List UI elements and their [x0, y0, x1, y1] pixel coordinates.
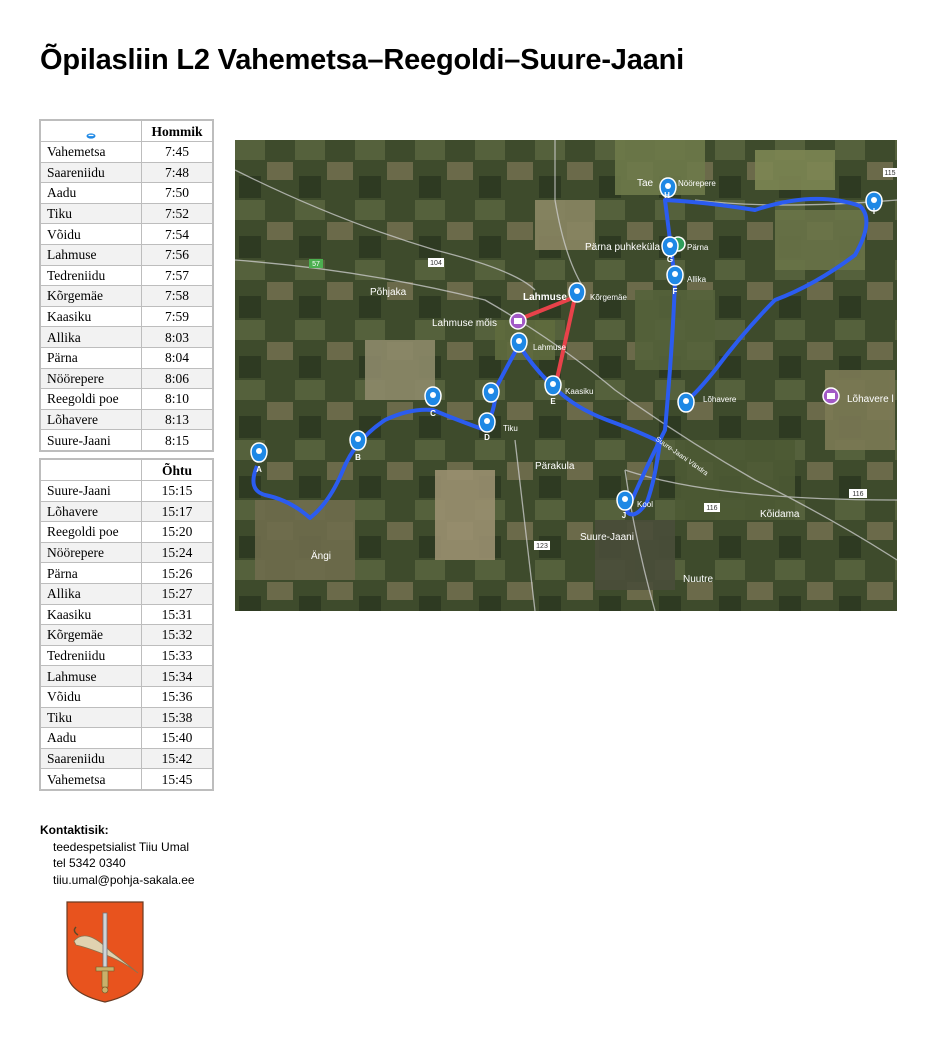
morning-header: Hommik [142, 120, 214, 142]
contact-heading: Kontaktisik: [40, 823, 109, 837]
stop-pin-korgemae[interactable] [569, 283, 585, 302]
table-row [40, 481, 213, 502]
contact-name: teedespetsialist Tiiu Umal [53, 839, 190, 854]
table-row [40, 142, 213, 163]
departure-time: 7:54 [142, 224, 214, 245]
coat-of-arms-logo [66, 901, 144, 1003]
marker-j-pin[interactable] [617, 491, 633, 510]
marker-b: B [355, 453, 361, 462]
marker-g-pin[interactable] [662, 237, 678, 256]
marker-d: D [484, 433, 490, 442]
marker-f: F [672, 287, 678, 296]
marker-c: C [430, 409, 436, 418]
departure-time: 15:42 [142, 748, 214, 769]
road-104-label: 104 [430, 260, 442, 267]
departure-time: 8:15 [142, 430, 214, 451]
departure-time: 15:38 [142, 707, 214, 728]
evening-corner-cell [40, 459, 142, 481]
label-tiku: Tiku [503, 424, 518, 433]
road-116-label-2: 116 [706, 505, 718, 512]
marker-j: J [621, 511, 627, 520]
table-row [40, 203, 213, 224]
marker-h: H [664, 191, 670, 200]
marker-d-pin[interactable] [479, 413, 495, 432]
table-row [40, 604, 213, 625]
stop-name: Lõhavere [40, 501, 142, 522]
label-kool: Kool [637, 500, 654, 509]
marker-a-pin[interactable] [251, 443, 267, 462]
stop-name: Reegoldi poe [40, 389, 142, 410]
stop-pin-lahmuse[interactable] [511, 333, 527, 352]
label-korgemae: Kõrgemäe [590, 293, 627, 302]
table-row [40, 645, 213, 666]
departure-time: 15:34 [142, 666, 214, 687]
marker-b-pin[interactable] [350, 431, 366, 450]
table-row [40, 625, 213, 646]
route-map[interactable] [235, 140, 897, 611]
bus-icon-cell [40, 120, 142, 142]
table-row [40, 162, 213, 183]
label-lohavere: Lõhavere [703, 395, 737, 404]
stop-name: Tedreniidu [40, 265, 142, 286]
stop-name: Kõrgemäe [40, 625, 142, 646]
marker-c-pin[interactable] [425, 387, 441, 406]
stop-name: Pärna [40, 347, 142, 368]
table-row [40, 522, 213, 543]
table-row [40, 728, 213, 749]
label-taevere: Tae [637, 178, 654, 189]
departure-time: 7:57 [142, 265, 214, 286]
stop-name: Tedreniidu [40, 645, 142, 666]
table-row [40, 224, 213, 245]
stop-name: Nöörepere [40, 368, 142, 389]
label-angi: Ängi [311, 551, 332, 562]
stop-name: Vahemetsa [40, 769, 142, 790]
table-row [40, 244, 213, 265]
departure-time: 7:59 [142, 306, 214, 327]
marker-e: E [550, 397, 556, 406]
table-row [40, 430, 213, 451]
table-row [40, 286, 213, 307]
label-parna: Pärna [687, 243, 709, 252]
contact-phone: tel 5342 0340 [53, 856, 126, 870]
table-row [40, 347, 213, 368]
table-row [40, 542, 213, 563]
road-116-label: 116 [852, 491, 864, 498]
departure-time: 8:03 [142, 327, 214, 348]
bus-icon [86, 133, 96, 139]
marker-f-pin[interactable] [667, 266, 683, 285]
stop-name: Tiku [40, 707, 142, 728]
evening-header: Õhtu [142, 459, 214, 481]
label-lohavere-poi: Lõhavere l [847, 394, 894, 405]
label-road-suure-jaani-vandra: Suure-Jaani Vändra [653, 435, 709, 478]
departure-time: 15:32 [142, 625, 214, 646]
departure-time: 15:26 [142, 563, 214, 584]
stop-name: Kaasiku [40, 604, 142, 625]
marker-a: A [256, 465, 262, 474]
departure-time: 15:33 [142, 645, 214, 666]
departure-time: 7:50 [142, 183, 214, 204]
departure-time: 15:17 [142, 501, 214, 522]
morning-timetable [39, 119, 214, 452]
departure-time: 7:45 [142, 142, 214, 163]
departure-time: 15:15 [142, 481, 214, 502]
table-row [40, 327, 213, 348]
evening-timetable [39, 458, 214, 791]
label-koidama: Kõidama [760, 509, 800, 520]
road-57-label: 57 [312, 261, 320, 268]
departure-time: 8:13 [142, 409, 214, 430]
label-lahmuse-mois: Lahmuse mõis [432, 318, 498, 329]
stop-name: Aadu [40, 183, 142, 204]
table-row [40, 409, 213, 430]
departure-time: 7:52 [142, 203, 214, 224]
departure-time: 15:27 [142, 583, 214, 604]
label-pohjaka: Põhjaka [370, 287, 407, 298]
table-row [40, 265, 213, 286]
label-nooorepere: Nöörepere [678, 179, 716, 188]
stop-name: Kaasiku [40, 306, 142, 327]
departure-time: 15:20 [142, 522, 214, 543]
table-row [40, 666, 213, 687]
table-row [40, 501, 213, 522]
marker-g: G [666, 255, 674, 264]
table-row [40, 748, 213, 769]
table-row [40, 183, 213, 204]
stop-name: Nöörepere [40, 542, 142, 563]
label-parna-puhkekula: Pärna puhkeküla [585, 242, 661, 253]
stop-name: Saareniidu [40, 748, 142, 769]
departure-time: 8:10 [142, 389, 214, 410]
departure-time: 8:04 [142, 347, 214, 368]
stop-name: Suure-Jaani [40, 430, 142, 451]
table-row [40, 563, 213, 584]
label-allika: Allika [687, 275, 707, 284]
stop-pin-lohavere[interactable] [678, 393, 694, 412]
stop-name: Vahemetsa [40, 142, 142, 163]
contact-block [40, 822, 195, 888]
stop-name: Lahmuse [40, 244, 142, 265]
stop-name: Allika [40, 583, 142, 604]
stop-name: Tiku [40, 203, 142, 224]
departure-time: 7:56 [142, 244, 214, 265]
table-row [40, 368, 213, 389]
table-row [40, 306, 213, 327]
label-nuutre: Nuutre [683, 574, 714, 585]
road-123-label: 123 [536, 543, 548, 550]
table-row [40, 583, 213, 604]
stop-name: Võidu [40, 686, 142, 707]
departure-time: 15:45 [142, 769, 214, 790]
table-row [40, 769, 213, 790]
stop-name: Reegoldi poe [40, 522, 142, 543]
departure-time: 7:48 [142, 162, 214, 183]
contact-email[interactable]: tiiu.umal@pohja-sakala.ee [53, 872, 195, 887]
departure-time: 15:36 [142, 686, 214, 707]
stop-name: Suure-Jaani [40, 481, 142, 502]
departure-time: 8:06 [142, 368, 214, 389]
label-lahmuse-2: Lahmuse [533, 343, 566, 352]
page-title: Õpilasliin L2 Vahemetsa–Reegoldi–Suure-Jaani [40, 44, 684, 76]
departure-time: 15:24 [142, 542, 214, 563]
label-suure-jaani: Suure-Jaani [580, 532, 634, 543]
departure-time: 15:31 [142, 604, 214, 625]
stop-name: Allika [40, 327, 142, 348]
stop-pin-tiku[interactable] [483, 383, 499, 402]
marker-e-pin[interactable] [545, 376, 561, 395]
road-115-label: 115 [884, 170, 896, 177]
label-parakula: Pärakula [535, 461, 575, 472]
departure-time: 7:58 [142, 286, 214, 307]
marker-i: I [872, 207, 876, 216]
stop-name: Saareniidu [40, 162, 142, 183]
stop-name: Lahmuse [40, 666, 142, 687]
stop-name: Pärna [40, 563, 142, 584]
stop-name: Võidu [40, 224, 142, 245]
table-row [40, 707, 213, 728]
stop-name: Lõhavere [40, 409, 142, 430]
label-kaasiku: Kaasiku [565, 387, 594, 396]
departure-time: 15:40 [142, 728, 214, 749]
table-row [40, 686, 213, 707]
stop-name: Aadu [40, 728, 142, 749]
label-lahmuse: Lahmuse [523, 292, 567, 303]
table-row [40, 389, 213, 410]
stop-name: Kõrgemäe [40, 286, 142, 307]
